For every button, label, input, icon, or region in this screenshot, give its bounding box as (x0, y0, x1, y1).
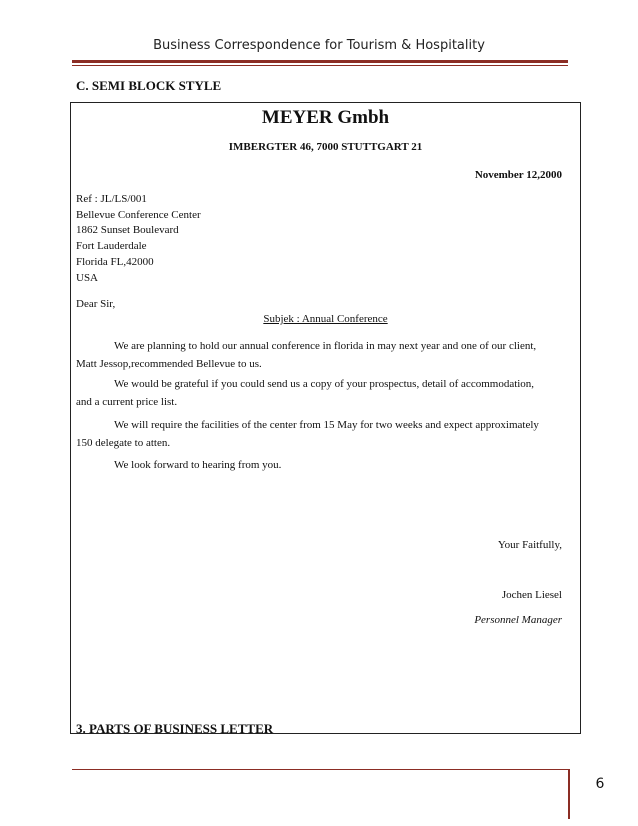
section-title: C. SEMI BLOCK STYLE (76, 78, 222, 93)
address-line: Ref : JL/LS/001 (76, 193, 147, 205)
body-paragraph: We look forward to hearing from you. (114, 459, 282, 471)
address-line: USA (76, 271, 99, 284)
signer-name: Jochen Liesel (501, 589, 562, 601)
subject-line: Subjek : Annual Conference (263, 313, 388, 325)
address-line: Fort Lauderdale (76, 240, 147, 253)
address-line: 1862 Sunset Boulevard (76, 224, 179, 237)
footer-rule (72, 769, 568, 770)
letter-frame (70, 102, 581, 734)
inside-address (76, 192, 201, 286)
company-name: MEYER Gmbh (261, 107, 390, 128)
complimentary-close: Your Faitfully, (497, 539, 562, 551)
header-rule-thin (72, 65, 568, 66)
header-rule (72, 60, 568, 63)
body-paragraph: We will require the facilities of the center from 15 May for two weeks and expect approximately 150 delegate to atten. (76, 419, 539, 449)
address-line: Bellevue Conference Center (76, 208, 201, 221)
running-header: Business Correspondence for Tourism & Hospitality (153, 38, 485, 53)
signer-title: Personnel Manager (474, 614, 562, 626)
body-paragraph: We would be grateful if you could send us a copy of your prospectus, detail of accommodation, and a current price list. (76, 378, 535, 408)
salutation: Dear Sir, (76, 298, 116, 310)
next-section-heading: 3. PARTS OF BUSINESS LETTER (76, 721, 274, 734)
address-line: Florida FL,42000 (76, 255, 154, 268)
body-paragraph: We are planning to hold our annual conference in florida in may next year and one of our client, Matt Jessop,recommended Bellevue to us. (76, 340, 537, 370)
letter-date: November 12,2000 (474, 169, 562, 181)
letter-body (71, 103, 580, 733)
page-number: 6 (595, 776, 605, 792)
company-address: IMBERGTER 46, 7000 STUTTGART 21 (228, 141, 423, 153)
